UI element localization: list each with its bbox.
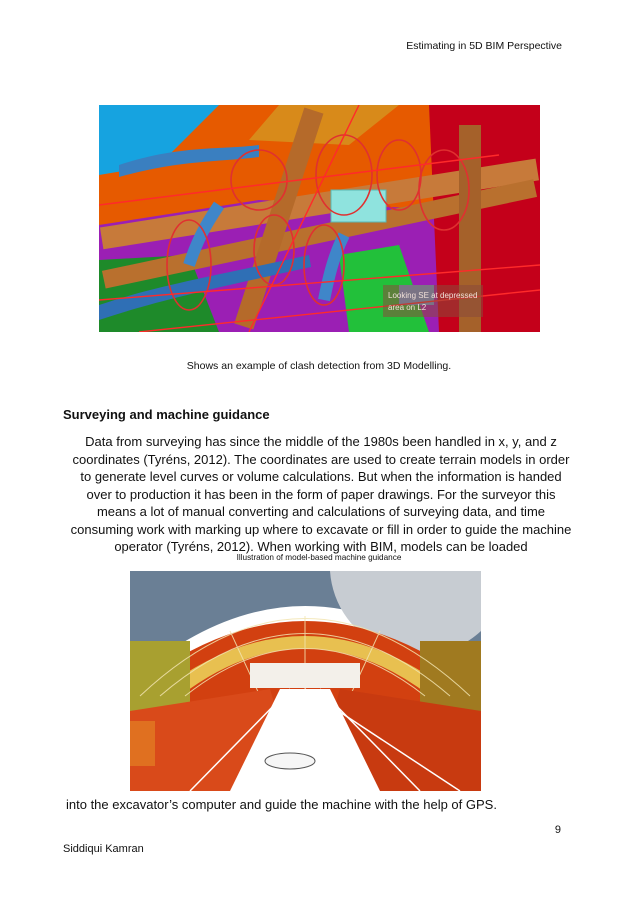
running-header: Estimating in 5D BIM Perspective: [406, 40, 562, 52]
footer-author: Siddiqui Kamran: [63, 843, 144, 855]
annotation-line-2: area on L2: [388, 303, 427, 312]
machine-guidance-image: [130, 571, 481, 791]
clash-detection-image: [99, 105, 540, 332]
annotation-line-1: Looking SE at depressed: [388, 291, 478, 300]
clash-detection-illustration: [99, 105, 540, 332]
figure-2-caption: Illustration of model-based machine guidance: [236, 553, 402, 562]
paragraph-continuation: into the excavator’s computer and guide the machine with the help of GPS.: [66, 797, 497, 812]
section-heading: Surveying and machine guidance: [63, 407, 270, 422]
figure-1-caption: Shows an example of clash detection from 3D Modelling.: [186, 360, 452, 372]
page-number: 9: [554, 824, 561, 836]
section-paragraph: Data from surveying has since the middle of the 1980s been handled in x, y, and z coordinates (Tyréns, 2012). The coordinates are used to create terrain models in order to generate level curves or volume calculations. But when the information is handed over to production it has been in the form of paper drawings. For the surveyor this means a lot of manual converting and calculations of surveying data, and time consuming work with marking up where to excavate or fill in order to guide the machine operator (Tyréns, 2012). When working with BIM, models can be loaded: [70, 434, 572, 554]
station-point-cloud-illustration: [130, 571, 481, 791]
